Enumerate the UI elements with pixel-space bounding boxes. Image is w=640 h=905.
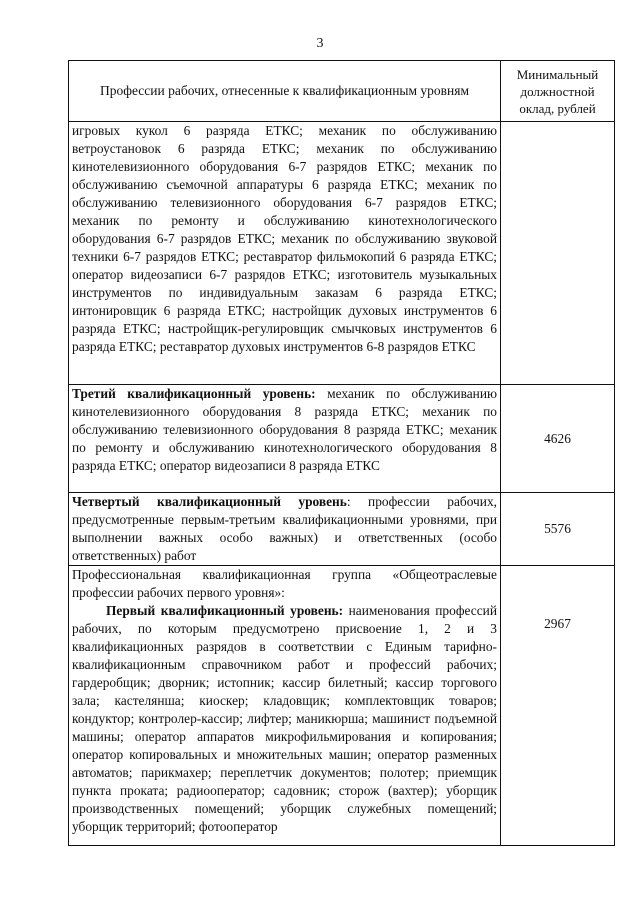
professions-paragraph <box>72 602 497 836</box>
professions-cell <box>69 122 501 385</box>
qualification-group-title: Профессиональная квалификационная группа «Общеотраслевые профессии рабочих первого уровня»: <box>72 567 497 600</box>
salary-cell <box>501 122 615 385</box>
salary-table <box>68 60 615 846</box>
salary-cell: 4626 <box>501 385 615 493</box>
header-professions: Профессии рабочих, отнесенные к квалификационным уровням <box>69 61 501 122</box>
professions-cell <box>69 566 501 846</box>
salary-cell: 5576 <box>501 493 615 566</box>
table-row <box>69 122 615 385</box>
page-number: 3 <box>316 36 324 51</box>
professions-cell <box>69 385 501 493</box>
professions-cell <box>69 493 501 566</box>
qualification-level-label: Третий квалификационный уровень: <box>72 386 316 401</box>
professions-text: : профессии рабочих, предусмотренные первым-третьим квалификационными уровнями, при выполнении важных особо важных) и ответственных (особо ответственных) работ <box>72 494 497 563</box>
qualification-level-label: Первый квалификационный уровень: <box>106 603 344 618</box>
table-header-row <box>69 61 615 122</box>
header-salary: Минимальный должностной оклад, рублей <box>501 61 615 122</box>
table-row <box>69 385 615 493</box>
table-row <box>69 566 615 846</box>
professions-text: наименования профессий рабочих, по которым предусмотрено присвоение 1, 2 и 3 квалификационных разрядов в соответствии с Единым тарифно-квалификационным справочником работ и профессий рабочих; гардеробщик; дворник; истопник; кассир билетный; кассир торгового зала; кастелянша; киоскер; кладовщик; комплектовщик товаров; кондуктор; контролер-кассир; лифтер; маникюрша; машинист подъемной машины; оператор аппаратов микрофильмирования и копирования; оператор копировальных и множительных машин; оператор разменных автоматов; парикмахер; переплетчик документов; полотер; приемщик пункта проката; радиооператор; садовник; сторож (вахтер); уборщик производственных помещений; уборщик служебных помещений; уборщик территорий; фотооператор <box>72 603 497 834</box>
salary-cell: 2967 <box>501 566 615 846</box>
professions-text: механик по обслуживанию кинотелевизионного оборудования 8 разряда ЕТКС; механик по обслуживанию телевизионного оборудования 8 разряда ЕТКС; механик по ремонту и обслуживанию кинотехнологического оборудования 8 разряда ЕТКС; оператор видеозаписи 8 разряда ЕТКС <box>72 386 497 473</box>
qualification-level-label: Четвертый квалификационный уровень <box>72 494 347 509</box>
professions-text: игровых кукол 6 разряда ЕТКС; механик по обслуживанию ветроустановок 6 разряда ЕТКС; механик по обслуживанию кинотелевизионного оборудования 6-7 разрядов ЕТКС; механик по обслуживанию съемочной аппаратуры 6 разряда ЕТКС; механик по обслуживанию телевизионного оборудования 6-7 разрядов ЕТКС; механик по ремонту и обслуживанию кинотехнологического оборудования 6-7 разрядов ЕТКС; механик по обслуживанию звуковой техники 6-7 разрядов ЕТКС; реставратор фильмокопий 6 разряда ЕТКС; оператор видеозаписи 6-7 разрядов ЕТКС; изготовитель музыкальных инструментов по индивидуальным заказам 6 разряда ЕТКС; интонировщик 6 разряда ЕТКС; настройщик духовых инструментов 6 разряда ЕТКС; настройщик-регулировщик смычковых инструментов 6 разряда ЕТКС; реставратор духовых инструментов 6-8 разрядов ЕТКС <box>72 123 497 354</box>
table-row <box>69 493 615 566</box>
